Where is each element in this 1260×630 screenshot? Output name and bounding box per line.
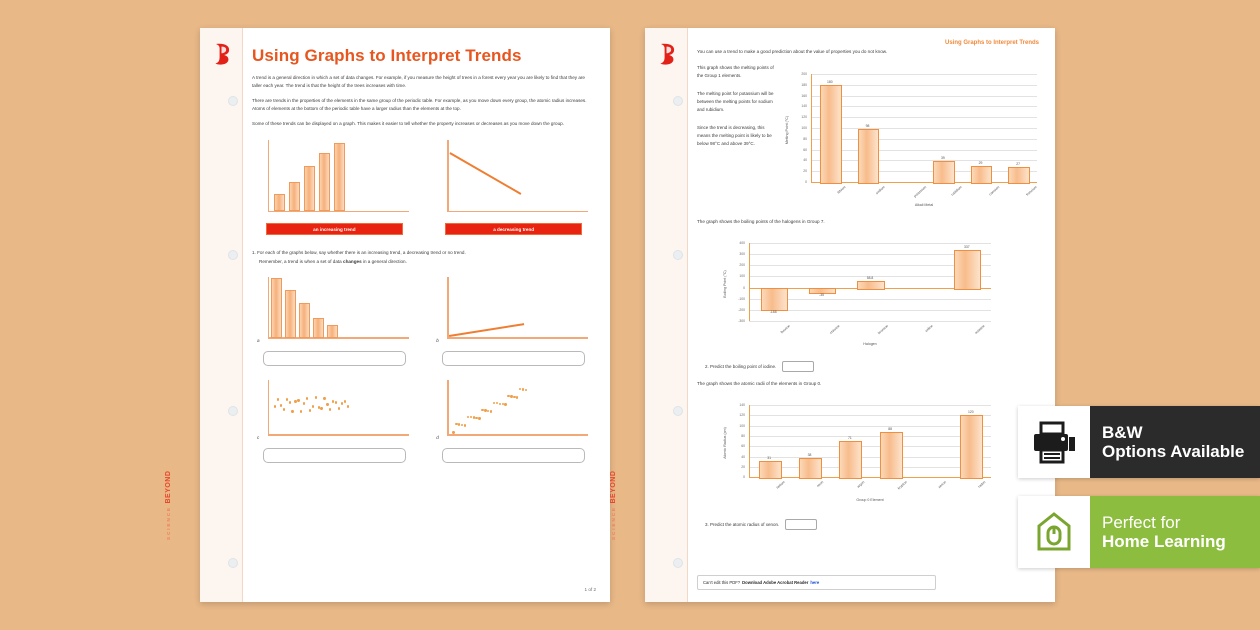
y-axis-tick: -100 xyxy=(738,296,745,301)
scatter-point xyxy=(309,409,311,411)
mouse-icon xyxy=(1018,496,1090,568)
page2-content xyxy=(697,28,1041,602)
x-axis xyxy=(749,477,991,478)
bar-value-label: 58.8 xyxy=(866,276,874,281)
question-2-text: 2. Predict the boiling point of iodine. xyxy=(705,364,777,370)
bar xyxy=(319,153,330,211)
graph-b-chart xyxy=(437,275,590,347)
hole-punch xyxy=(673,96,683,106)
intro-paragraph-3: Some of these trends can be displayed on a graph. This makes it easier to tell whether the property increases or decreases as you move down the group. xyxy=(252,121,564,127)
y-axis-tick: 140 xyxy=(739,403,745,408)
y-axis-tick: 60 xyxy=(741,444,745,449)
bar xyxy=(304,166,315,211)
scatter-point xyxy=(329,408,331,410)
x-axis xyxy=(447,337,588,338)
scatter-point xyxy=(464,424,466,426)
scatter-point xyxy=(493,402,495,404)
scatter-point xyxy=(467,416,469,418)
y-axis-tick: 140 xyxy=(801,104,807,109)
x-axis-tick: radon xyxy=(977,480,987,489)
x-axis-tick: rubidium xyxy=(950,185,963,197)
scatter-point xyxy=(291,410,293,412)
bar xyxy=(759,461,782,479)
bar xyxy=(954,250,981,290)
y-axis xyxy=(811,74,812,182)
bar xyxy=(1008,167,1030,184)
example-increasing-label: an increasing trend xyxy=(266,223,402,235)
hole-punch xyxy=(228,96,238,106)
beyond-logo-icon xyxy=(212,42,232,66)
remember-post: in a general direction. xyxy=(361,259,407,265)
question-3 xyxy=(705,519,1041,530)
graph-row-cd xyxy=(258,378,590,463)
y-axis-tick: 180 xyxy=(801,82,807,87)
gridline xyxy=(811,96,1037,97)
y-axis xyxy=(268,140,269,212)
page-title: Using Graphs to Interpret Trends xyxy=(252,46,522,65)
gridline xyxy=(811,139,1037,140)
scatter-point xyxy=(306,397,308,399)
page1-content xyxy=(252,28,596,602)
pdf-edit-notice xyxy=(697,575,936,590)
halogens-intro-text: The graph shows the boiling points of the halogens in Group 7. xyxy=(697,219,825,225)
y-axis-tick: 400 xyxy=(739,241,745,246)
badge-home-text xyxy=(1090,513,1226,551)
scatter-point xyxy=(323,397,325,399)
graph-b xyxy=(437,275,590,366)
brand-sub-label: SCIENCE xyxy=(166,505,171,540)
gridline xyxy=(811,150,1037,151)
badge-bw-line1: B&W xyxy=(1102,422,1143,442)
y-axis-tick: 100 xyxy=(739,423,745,428)
pdf-note-pre: Can't edit this PDF? xyxy=(703,580,741,585)
graph-d-letter: d xyxy=(436,434,439,440)
scatter-point xyxy=(525,389,527,391)
example-increasing xyxy=(258,138,411,235)
bar xyxy=(313,318,324,338)
y-axis xyxy=(268,380,269,436)
x-axis-tick: helium xyxy=(775,480,786,490)
y-axis xyxy=(447,277,448,339)
y-axis-tick: 200 xyxy=(801,72,807,77)
gridline xyxy=(811,74,1037,75)
scatter-point xyxy=(522,388,524,390)
scatter-point xyxy=(300,410,302,412)
bar xyxy=(839,441,862,480)
bar xyxy=(858,129,880,184)
page1-side-branding xyxy=(165,450,172,540)
gridline xyxy=(749,436,991,437)
chart-melting-points-group1 xyxy=(785,64,1041,212)
scatter-point xyxy=(274,405,276,407)
x-axis-tick: xenon xyxy=(936,480,947,490)
gridline xyxy=(811,117,1037,118)
graph-d-answer-box[interactable] xyxy=(442,448,585,463)
y-axis-tick: 20 xyxy=(803,169,807,174)
gridline xyxy=(811,128,1037,129)
x-axis-tick: lithium xyxy=(836,185,847,195)
graph-c xyxy=(258,378,411,463)
example-decreasing xyxy=(437,138,590,235)
group1-section xyxy=(697,64,1041,212)
bar-value-label: 29 xyxy=(978,161,983,166)
chart-atomic-radii-group0 xyxy=(723,395,995,507)
y-axis-tick: 40 xyxy=(803,158,807,163)
y-axis-tick: 0 xyxy=(743,285,745,290)
x-axis-tick: iodine xyxy=(924,324,935,334)
brand-main-label: BEYOND xyxy=(165,470,172,504)
x-axis-tick: francium xyxy=(1025,185,1038,197)
bar-value-label: 88 xyxy=(888,426,893,431)
badge-home-line1: Perfect for xyxy=(1102,512,1181,532)
remember-pre: Remember, a trend is when a set of data xyxy=(259,259,344,265)
scatter-point xyxy=(338,407,340,409)
graph-d-chart xyxy=(437,378,590,444)
bar xyxy=(799,458,822,480)
bar xyxy=(820,85,842,184)
bar-value-label: 180 xyxy=(826,79,833,84)
scatter-point xyxy=(478,417,480,419)
x-axis-tick: argon xyxy=(856,480,866,489)
y-axis-tick: 20 xyxy=(741,464,745,469)
badge-bw-line2: Options Available xyxy=(1102,442,1245,461)
scatter-point xyxy=(326,403,328,405)
gridline xyxy=(749,243,991,244)
y-axis-tick: 300 xyxy=(739,252,745,257)
question-1-text: 1. For each of the graphs below, say whether there is an increasing trend, a decreasing trend or no trend. xyxy=(252,250,466,256)
bar xyxy=(299,303,310,338)
bar xyxy=(880,432,903,479)
gridline xyxy=(811,171,1037,172)
gridline xyxy=(749,405,991,406)
y-axis-tick: 60 xyxy=(803,147,807,152)
scatter-point xyxy=(315,396,317,398)
bar-value-label: 38 xyxy=(807,452,812,457)
side-note-3: Since the trend is decreasing, this means the melting point is likely to be below 98°C and above 39°C. xyxy=(697,124,772,147)
trend-line xyxy=(450,152,522,194)
y-axis-title: Melting Point (°C) xyxy=(785,115,789,145)
hole-punch xyxy=(228,250,238,260)
hole-punch xyxy=(673,250,683,260)
gridline xyxy=(811,160,1037,161)
gridline xyxy=(811,85,1037,86)
intro-paragraph-2: There are trends in the properties of the elements in the same group of the periodic table. For example, as you move down every group, the atomic radius increases. Atoms of elements at the bottom of the periodic table have a larger radius than the elements at the top. xyxy=(252,98,587,112)
y-axis xyxy=(749,243,750,321)
bar xyxy=(274,194,285,211)
y-axis-tick: 120 xyxy=(739,413,745,418)
badge-home-line2: Home Learning xyxy=(1102,532,1226,551)
scatter-point xyxy=(277,398,279,400)
x-axis-tick: sodium xyxy=(874,185,886,196)
page1-margin-rail xyxy=(200,28,243,602)
bar-value-label: -35 xyxy=(819,292,825,297)
question-3-answer-box[interactable] xyxy=(785,519,817,530)
page2-side-branding xyxy=(610,450,617,540)
trend-line xyxy=(449,323,524,336)
scatter-point xyxy=(289,401,291,403)
graph-a-chart xyxy=(258,275,411,347)
y-axis-tick: 120 xyxy=(801,115,807,120)
side-note-2: The melting point for potassium will be between the melting points for sodium and rubidium. xyxy=(697,90,774,113)
hole-punch xyxy=(673,406,683,416)
gridline xyxy=(749,456,991,461)
y-axis-tick: 100 xyxy=(739,274,745,279)
badge-bw-text xyxy=(1090,423,1244,461)
printer-icon xyxy=(1018,406,1090,478)
x-axis-tick: bromine xyxy=(877,324,889,336)
y-axis-title: Atomic Radius (pm) xyxy=(723,427,727,459)
y-axis xyxy=(749,405,750,477)
scatter-point xyxy=(490,410,492,412)
y-axis-tick: 0 xyxy=(805,180,807,185)
graph-a-answer-box[interactable] xyxy=(263,351,406,366)
question-2-answer-box[interactable] xyxy=(782,361,814,372)
brand-sub-label: SCIENCE xyxy=(611,505,616,540)
bar-value-label: 98 xyxy=(865,124,870,129)
y-axis-tick: -200 xyxy=(738,307,745,312)
beyond-logo-icon xyxy=(657,42,677,66)
x-axis-tick: caesium xyxy=(987,185,1000,197)
gridline xyxy=(749,426,991,427)
question-3-text: 3. Predict the atomic radius of xenon. xyxy=(705,522,780,528)
x-axis xyxy=(811,182,1037,183)
group0-intro-text: The graph shows the atomic radii of the elements in Group 0. xyxy=(697,381,822,387)
bar-value-label: 27 xyxy=(1016,162,1021,167)
gridline xyxy=(749,467,991,468)
graph-row-ab xyxy=(258,275,590,366)
bar-value-label: 337 xyxy=(963,245,970,250)
scatter-point xyxy=(496,402,498,404)
y-axis-tick: 40 xyxy=(741,454,745,459)
bar xyxy=(933,161,955,184)
gridline xyxy=(749,446,991,447)
bar-value-label: 71 xyxy=(847,435,852,440)
x-axis-tick: chlorine xyxy=(828,324,841,335)
x-axis xyxy=(447,211,588,212)
bar xyxy=(761,288,788,311)
scatter-point xyxy=(283,408,285,410)
hole-punch xyxy=(673,558,683,568)
bar-value-label: -188 xyxy=(769,309,777,314)
scatter-point xyxy=(335,401,337,403)
chart-boiling-points-halogens xyxy=(723,233,995,351)
bar xyxy=(271,278,282,338)
group1-side-notes xyxy=(697,64,777,212)
gridline xyxy=(749,415,991,416)
scatter-point xyxy=(297,399,299,401)
y-axis-tick: 100 xyxy=(801,126,807,131)
x-axis-tick: krypton xyxy=(897,480,908,491)
y-axis-tick: 80 xyxy=(741,433,745,438)
scatter-point xyxy=(452,431,454,433)
remember-bold: changes xyxy=(343,259,362,265)
bar xyxy=(971,166,993,184)
scatter-point xyxy=(516,396,518,398)
scatter-point xyxy=(280,404,282,406)
intro-paragraph-1: A trend is a general direction in which a set of data changes. For example, if you measure the height of trees in a forest every year you are likely to find that they are taller each year. The trend is that the height of the trees increases with time. xyxy=(252,75,585,89)
y-axis-tick: 160 xyxy=(801,93,807,98)
graph-c-letter: c xyxy=(257,434,260,440)
bar xyxy=(289,182,300,211)
graph-c-chart xyxy=(258,378,411,444)
page1-footer: 1 of 2 xyxy=(584,587,596,592)
y-axis-tick: 0 xyxy=(743,475,745,480)
bar-value-label: 31 xyxy=(767,456,772,461)
badge-home-learning[interactable] xyxy=(1018,496,1260,568)
x-axis-title: Alkali Metal xyxy=(914,203,934,208)
x-axis-tick: fluorine xyxy=(780,324,791,335)
y-axis xyxy=(268,277,269,339)
example-decreasing-chart xyxy=(437,138,590,220)
hole-punch xyxy=(228,558,238,568)
scatter-point xyxy=(499,403,501,405)
graph-b-answer-box[interactable] xyxy=(442,351,585,366)
running-header: Using Graphs to Interpret Trends xyxy=(944,40,1039,46)
bar xyxy=(857,281,884,290)
gridline xyxy=(811,106,1037,107)
bar-value-label: 120 xyxy=(967,410,974,415)
scatter-point xyxy=(344,400,346,402)
side-note-1: This graph shows the melting points of the Group 1 elements. xyxy=(697,65,774,79)
worksheet-page-2 xyxy=(610,28,1055,602)
scatter-point xyxy=(470,416,472,418)
scatter-point xyxy=(303,402,305,404)
scatter-point xyxy=(312,405,314,407)
brand-main-label: BEYOND xyxy=(610,470,617,504)
question-2 xyxy=(705,361,1041,372)
badge-bw-options[interactable] xyxy=(1018,406,1260,478)
y-axis xyxy=(447,380,448,436)
x-axis-title: Halogen xyxy=(863,342,877,347)
page2-intro: You can use a trend to make a good prediction about the value of properties you do not know. xyxy=(697,49,888,54)
scatter-point xyxy=(286,398,288,400)
scatter-point xyxy=(320,407,322,409)
pdf-note-bold: Download Adobe Acrobat Reader xyxy=(742,580,809,585)
acrobat-download-link[interactable]: here xyxy=(810,580,820,585)
scatter-point xyxy=(504,403,506,405)
bar xyxy=(960,415,983,479)
y-axis-tick: 80 xyxy=(803,136,807,141)
bar-value-label: 39 xyxy=(940,155,945,160)
y-axis-tick: -300 xyxy=(738,319,745,324)
gridline xyxy=(749,321,991,322)
worksheet-page-1 xyxy=(165,28,610,602)
y-axis-tick: 200 xyxy=(739,263,745,268)
bar xyxy=(327,325,338,338)
x-axis xyxy=(268,434,409,435)
x-axis-tick: potassium xyxy=(913,185,928,199)
y-axis-title: Boiling Point (°C) xyxy=(723,270,727,298)
bar xyxy=(334,143,345,211)
x-axis-title: Group 0 Element xyxy=(856,498,884,503)
graph-a xyxy=(258,275,411,366)
y-axis xyxy=(447,140,448,212)
hole-punch xyxy=(228,406,238,416)
page2-margin-rail xyxy=(645,28,688,602)
graph-b-letter: b xyxy=(436,337,439,343)
graph-c-answer-box[interactable] xyxy=(263,448,406,463)
example-graph-row xyxy=(258,138,590,235)
x-axis xyxy=(447,434,588,435)
x-axis-tick: neon xyxy=(815,480,824,489)
example-increasing-chart xyxy=(258,138,411,220)
scatter-point xyxy=(347,405,349,407)
graph-a-letter: a xyxy=(257,337,260,343)
bar xyxy=(285,290,296,338)
scatter-point xyxy=(341,402,343,404)
question-1-remember xyxy=(259,258,596,266)
graph-d xyxy=(437,378,590,463)
example-decreasing-label: a decreasing trend xyxy=(445,223,581,235)
x-axis-tick: astatine xyxy=(973,324,986,335)
